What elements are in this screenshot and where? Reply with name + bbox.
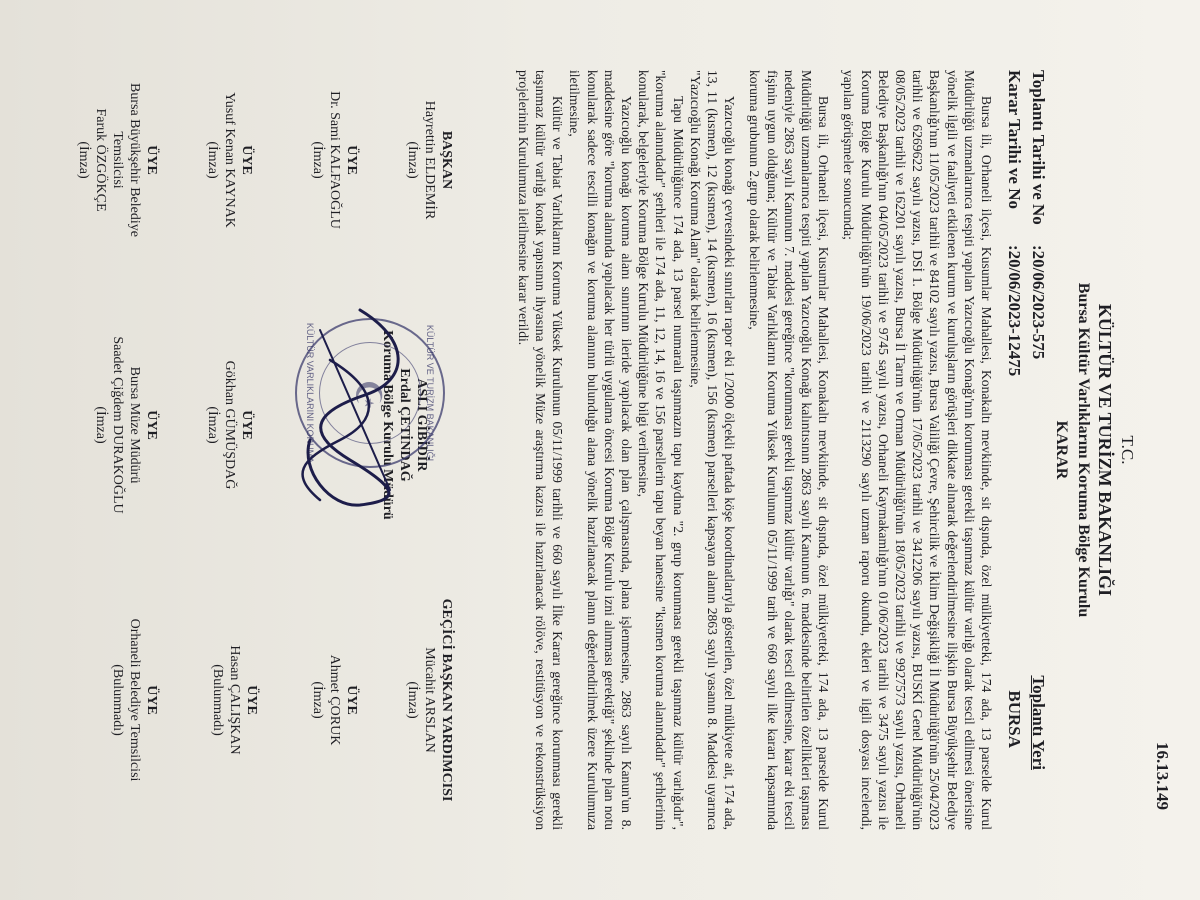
- document-number: 16.13.149: [1153, 742, 1172, 810]
- signature-name: Yusuf Kenan KAYNAK: [222, 92, 237, 228]
- signature-name: Hayrettin ELDEMİR: [422, 100, 437, 220]
- certified-copy: [379, 280, 430, 570]
- certified-label: ASLI GİBİDİR: [414, 378, 429, 472]
- signature-name: Hasan ÇALIŞKAN: [227, 645, 242, 755]
- signature-name: Ahmet ÇORUK: [327, 654, 342, 746]
- signature-status: (İmza): [405, 681, 420, 719]
- signature-role: GEÇİCİ BAŞKAN YARDIMCISI: [439, 598, 454, 802]
- signature-status: (Bulunmadı): [210, 664, 225, 736]
- signature-status: (İmza): [205, 141, 220, 179]
- signature-member-6: [75, 35, 160, 285]
- header-board: Bursa Kültür Varlıklarını Koruma Bölge Kurulu: [1075, 282, 1092, 618]
- signature-member-1: [309, 35, 360, 285]
- decision-date-label: Karar Tarihi ve No: [1005, 70, 1024, 209]
- meeting-date-label: Toplantı Tarihi ve No: [1029, 70, 1048, 225]
- signature-org: Bursa Müze Müdürü: [127, 366, 142, 484]
- signature-member-5: [209, 575, 260, 825]
- signature-role: ÜYE: [239, 410, 254, 440]
- signature-role: ÜYE: [244, 685, 259, 715]
- signature-name: Faruk ÖZGÖKÇE: [93, 108, 108, 212]
- signature-status: (İmza): [310, 681, 325, 719]
- meeting-place-label: Toplantı Yeri: [1029, 675, 1048, 770]
- paragraph: Kültür ve Tabiat Varlıklarını Koruma Yüksek Kurulunun 05/11/1999 tarihli ve 660 sayılı İlke Kararı gereğince korunması gerekli taşınmaz kültür varlığı konak yapısının ihyasına yönelik Müze araştırma kazısı ile hazırlanacak rölöve, restitüsyon ve rekonstrüksiyon projelerinin Kurulumuza iletilmesine karar verildi.: [515, 70, 566, 830]
- certified-name: Erdal ÇETİNDAĞ: [397, 368, 412, 482]
- signature-role: ÜYE: [144, 685, 159, 715]
- signature-org: Bursa Büyükşehir Belediye: [127, 83, 142, 237]
- certified-title: Koruma Bölge Kurulu Müdürü: [380, 330, 395, 520]
- header-tc: T.C.: [1118, 435, 1137, 465]
- signature-vice-chair: [404, 575, 455, 825]
- signature-status: (Bulunmadı): [110, 664, 125, 736]
- stamp-text-top: KÜLTÜR VE TURİZM BAKANLIĞI: [425, 324, 435, 462]
- signature-name: Saadet Çiğdem DURAKOĞLU: [110, 336, 125, 514]
- signature-role: ÜYE: [239, 145, 254, 175]
- document-header: [1050, 0, 1138, 900]
- signature-status: (İmza): [205, 406, 220, 444]
- meeting-meta: [1002, 70, 1050, 830]
- meeting-place-value: BURSA: [1005, 690, 1024, 748]
- header-karar: KARAR: [1053, 420, 1070, 480]
- signature-member-8: [109, 575, 160, 825]
- signature-role: ÜYE: [344, 685, 359, 715]
- signature-org: Orhaneli Belediye Temsilcisi: [127, 618, 142, 782]
- signature-org-line2: Temsilcisi: [110, 131, 125, 189]
- meeting-date-value: :20/06/2023-575: [1029, 245, 1048, 360]
- paragraph: Tapu Müdürlüğünce 174 ada, 13 parsel numaralı taşınmazın tapu kaydına "2. grup korunması gerekli taşınmaz kültür varlığıdır", "koruma alanındadır" şerhleri ile 174 ada, 11, 12, 14, 16 ve 156 parsellerin tapu beyan hanesine "kısmen koruma alanındadır" şerhlerinin konularak, belgeleriyle Koruma Bölge Kurulu Müdürlüğüne bilgi verilmesine,: [636, 70, 686, 830]
- signature-name: Dr. Sami KALFAOĞLU: [327, 91, 342, 229]
- crescent-star-icon: ☪: [348, 378, 388, 412]
- signature-member-3: [204, 35, 255, 285]
- signature-role: ÜYE: [344, 145, 359, 175]
- paragraph: Bursa ili, Orhaneli ilçesi, Kusumlar Mahallesi, Konakaltı mevkiinde, sit dışında, özel mülkiyetteki, 174 ada, 13 parselde Kurul Müdürlüğü uzmanlarınca tespiti yapılan Yazıcıoğlu Konağı kalıntısının 2863 sayılı Kanunun 6. maddesinde belirtilen özellikleri taşıması nedeniyle 2863 sayılı Kanunun 7. maddesi gereğince "korunması gerekli taşınmaz kültür varlığı" olarak tescil edilmesine, karar eki tescil fişinin uygun olduğuna; Kültür ve Tabiat Varlıklarını Koruma Yüksek Kurulunun 05/11/1999 tarih ve 660 sayılı ilke kararı kapsamında koruma grubunun 2.grup olarak belirlenmesine,: [747, 70, 832, 830]
- signature-role: ÜYE: [144, 410, 159, 440]
- paragraph: Yazıcıoğlu konağı çevresindeki sınırları rapor eki 1/2000 ölçekli paftada köşe koordinatlarıyla gösterilen, özel mülkiyete ait, 174 ada, 13, 11 (kısmen), 12 (kısmen), 14 (kısmen), 16 (kısmen), 156 (kısmen) parselleri kapsayan alanın 2863 sayılı yasanın 8. Maddesi uyarınca "Yazıcıoğlu Konağı Koruma Alanı" olarak belirlenmesine,: [687, 70, 738, 830]
- signature-status: (İmza): [310, 141, 325, 179]
- stamp-text-bottom: KÜLTÜR VARLIKLARINI KORUMA: [305, 322, 315, 464]
- paragraph: Yazıcıoğlu konağı koruma alanı sınırının ileride yapılacak olan plan çalışmasında, plana işlenmesine, 2863 sayılı Kanun'un 8. maddesine göre "koruma alanında yapılacak her türlü uygulama öncesi Koruma Bölge Kurulu izni alınması gerektiği" şeklinde plan notu konularak sadece tescilli konağın ve koruma alanının bulunduğu alana yönelik hazırlanacak planın değerlendirilmek üzere Kurulumuza iletilmesine,: [567, 70, 634, 830]
- signature-name: Gökhan GÜMÜŞDAĞ: [222, 360, 237, 490]
- decision-body: [515, 70, 995, 830]
- signature-status: (İmza): [76, 141, 91, 179]
- signature-status: (İmza): [93, 406, 108, 444]
- signature-status: (İmza): [405, 141, 420, 179]
- signature-chair: [404, 35, 455, 285]
- signature-member-4: [204, 300, 255, 550]
- signature-block: [15, 70, 455, 860]
- header-ministry: KÜLTÜR VE TURİZM BAKANLIĞI: [1095, 303, 1115, 597]
- signature-member-7: [92, 300, 160, 550]
- signature-name: Mücahit ARSLAN: [422, 647, 437, 753]
- paragraph: Bursa ili, Orhaneli ilçesi, Kusumlar Mahallesi, Konakaltı mevkiinde, sit dışında, özel mülkiyetteki, 174 ada, 13 parselde Kurul Müdürlüğü uzmanlarınca tespiti yapılan Yazıcıoğlu Konağı'nın korunması gerekli taşınmaz kültür varlığı olarak tescil edilmesi önerisine yönelik ilgili ve faaliyeti etkilenen kurum ve kuruluşların görüşleri dikkate alınarak değerlendirilmesine ilişkin Bursa Büyükşehir Belediye Başkanlığı'nın 11/05/2023 tarihli ve 84102 sayılı yazısı, Bursa Valiliği Çevre, Şehircilik ve İklim Değişikliği İl Müdürlüğü'nün 25/04/2023 tarihli ve 6269622 sayılı yazısı, DSİ 1. Bölge Müdürlüğü'nün 17/05/2023 tarihli ve 3412206 sayılı yazısı, BUSKİ Genel Müdürlüğü'nün 08/05/2023 tarihli ve 162201 sayılı yazısı, Bursa İl Tarım ve Orman Müdürlüğü'nün 18/05/2023 tarihli ve 9927573 sayılı yazısı, Orhaneli Belediye Başkanlığı'nın 04/05/2023 tarihli ve 9745 sayılı yazısı, Orhaneli Kaymakamlığı'nın 01/06/2023 tarihli ve 3475 sayılı yazısı ile Koruma Bölge Kurulu Müdürlüğü'nün 19/06/2023 tarihli ve 2113290 sayılı uzman raporu okundu, ekleri ve ilgili dosyası incelendi, yapılan görüşmeler sonucunda;: [841, 70, 994, 830]
- signature-member-2: [309, 575, 360, 825]
- signature-role: ÜYE: [144, 145, 159, 175]
- signature-role: BAŞKAN: [439, 130, 454, 190]
- decision-date-value: :20/06/2023-12475: [1005, 245, 1024, 377]
